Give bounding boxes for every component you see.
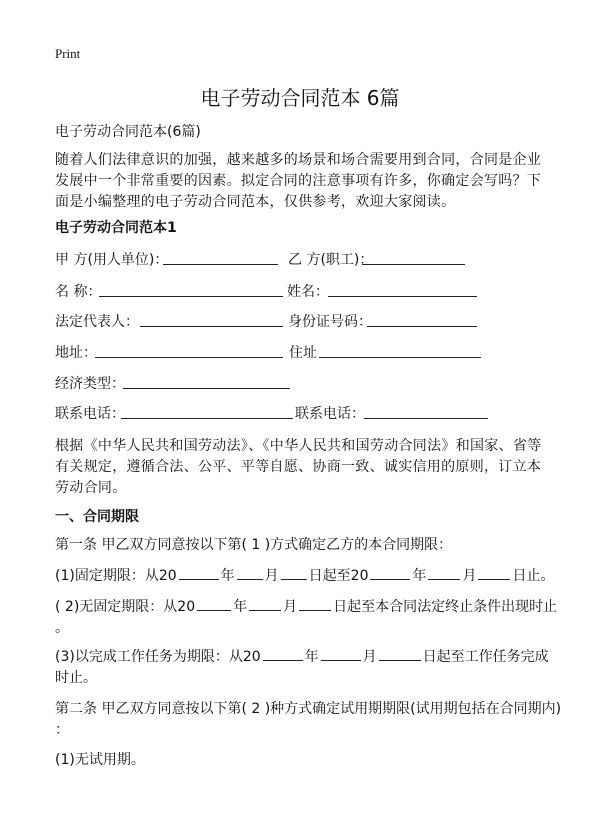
address-field[interactable] [95, 357, 283, 358]
party-b-label: 乙 方(职工)： [288, 252, 374, 268]
year-label: 年 [233, 599, 248, 615]
option-1-text: (1)固定期限：从20 [55, 568, 177, 584]
option-3-tail: 时止。 [55, 670, 97, 686]
intro-paragraph: 随着人们法律意识的加强，越来越多的场景和场合需要用到合同，合同是企业发展中一个非常重要的因素。拟定合同的注意事项有许多，你确定会写吗？下面是小编整理的电子劳动合同范本，仅供参考，欢迎大家阅读。 [55, 152, 542, 210]
trial-option-1: (1)无试用期。 [55, 752, 145, 768]
residence-field[interactable] [319, 357, 481, 358]
year-label: 年 [412, 568, 427, 584]
chapter-heading: 一、合同期限 [55, 509, 139, 525]
name-label: 名 称： [55, 284, 102, 300]
residence-label: 住址 [289, 345, 317, 361]
full-name-label: 姓名： [287, 284, 329, 300]
law-paragraph: 根据《中华人民共和国劳动法》、《中华人民共和国劳动合同法》和国家、省等有关规定，遵循合法、公平、平等自愿、协商一致、诚实信用的原则，订立本劳动合同。 [55, 438, 542, 496]
year-label: 年 [220, 568, 235, 584]
print-link[interactable]: Print [55, 46, 81, 61]
subtitle: 电子劳动合同范本(6篇) [55, 124, 201, 140]
option-3-text: (3)以完成工作任务为期限：从20 [55, 649, 261, 665]
id-no-field[interactable] [367, 326, 477, 327]
article-2: 第二条 甲乙双方同意按以下第( 2 )种方式确定试用期期限(试用期包括在合同期内) [55, 701, 562, 717]
day-blank[interactable] [281, 567, 307, 580]
phone-a-label: 联系电话： [55, 406, 125, 422]
day-blank[interactable] [299, 598, 331, 611]
day-label: 日起至20 [308, 568, 369, 584]
year-blank[interactable] [263, 648, 303, 661]
econ-type-field[interactable] [123, 388, 290, 389]
section-heading: 电子劳动合同范本1 [55, 220, 177, 236]
party-b-field[interactable] [362, 264, 465, 265]
month-blank[interactable] [321, 648, 361, 661]
month-blank[interactable] [237, 567, 263, 580]
id-no-label: 身份证号码： [288, 314, 372, 330]
end-label: 日起至本合同法定终止条件出现时止 [333, 599, 558, 615]
article-1: 第一条 甲乙双方同意按以下第( 1 )方式确定乙方的本合同期限： [55, 537, 453, 553]
day-blank[interactable] [379, 648, 421, 661]
party-a-label: 甲 方(用人单位)： [55, 252, 169, 268]
month-blank[interactable] [249, 598, 281, 611]
full-name-field[interactable] [328, 296, 477, 297]
address-label: 地址： [55, 345, 97, 361]
day-blank[interactable] [478, 567, 510, 580]
party-a-field[interactable] [163, 264, 278, 265]
legal-rep-label: 法定代表人： [55, 314, 139, 330]
month-blank[interactable] [428, 567, 460, 580]
name-field[interactable] [99, 296, 283, 297]
page-title: 电子劳动合同范本 6篇 [200, 86, 400, 110]
legal-rep-field[interactable] [140, 326, 283, 327]
month-label: 月 [362, 649, 377, 665]
month-label: 月 [462, 568, 477, 584]
phone-b-field[interactable] [364, 418, 488, 419]
year-label: 年 [304, 649, 319, 665]
year-blank[interactable] [197, 598, 231, 611]
option-2 [55, 596, 557, 616]
month-label: 月 [264, 568, 279, 584]
year-blank[interactable] [370, 567, 410, 580]
phone-a-field[interactable] [121, 418, 293, 419]
end-label: 日止。 [512, 568, 555, 584]
year-blank[interactable] [179, 567, 219, 580]
option-3 [55, 646, 549, 666]
end-label: 日起至工作任务完成 [422, 649, 549, 665]
option-2-text: ( 2)无固定期限：从20 [55, 599, 196, 615]
econ-type-label: 经济类型： [55, 376, 125, 392]
article-2-tail: ： [55, 722, 69, 738]
option-1 [55, 565, 554, 585]
phone-b-label: 联系电话： [295, 406, 365, 422]
month-label: 月 [283, 599, 298, 615]
option-2-tail: 。 [55, 620, 69, 636]
